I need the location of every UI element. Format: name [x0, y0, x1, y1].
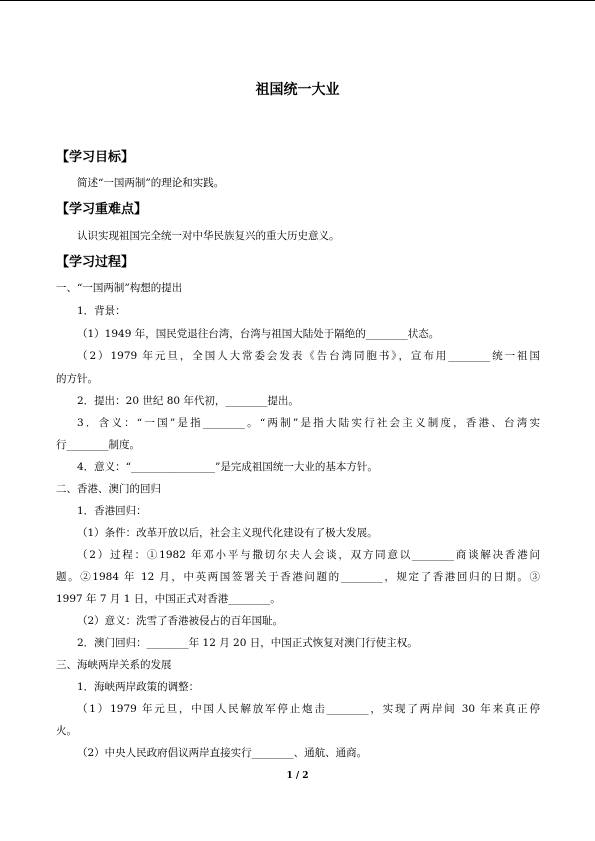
text-line: 题。②1984 年 12 月，中英两国签署关于香港问题的________，规定了香港回归的日期。③ — [56, 571, 540, 583]
text-line: （1）1979 年元旦，中国人民解放军停止炮击________，实现了两岸间 30 年来真正停 — [77, 703, 540, 715]
section-heading: 一、“一国两制”构想的提出 — [56, 282, 183, 294]
text-line: 2．澳门回归：________年 12 月 20 日，中国正式恢复对澳门行使主权。 — [77, 637, 418, 649]
page-number: 1 / 2 — [286, 771, 309, 781]
section-heading: 三、海峡两岸关系的发展 — [56, 659, 172, 671]
text-line: （2）过程：①1982 年邓小平与撒切尔夫人会谈，双方同意以________商谈解决香港问 — [77, 549, 540, 561]
text-line: （1）条件：改革开放以后，社会主义现代化建设有了极大发展。 — [77, 527, 378, 539]
goal-text: 简述“一国两制”的理论和实践。 — [77, 177, 225, 189]
text-line: （2）意义：洗雪了香港被侵占的百年国耻。 — [77, 615, 284, 627]
text-line: （2）中央人民政府倡议两岸直接实行________、通航、通商。 — [77, 747, 368, 759]
text-line: （2）1979 年元旦，全国人大常委会发表《告台湾同胞书》，宣布用________统一祖国 — [77, 350, 540, 362]
text-line: 火。 — [56, 725, 77, 737]
section-heading: 二、香港、澳门的回归 — [56, 483, 161, 495]
text-line: （1）1949 年，国民党退往台湾，台湾与祖国大陆处于隔绝的________状态。 — [77, 328, 440, 340]
text-line: 3．含义：“一国”是指________。“两制”是指大陆实行社会主义制度，香港、台湾实 — [77, 417, 540, 429]
key-text: 认识实现祖国完全统一对中华民族复兴的重大历史意义。 — [77, 230, 340, 242]
text-line: 1．香港回归： — [77, 505, 147, 517]
text-line: 的方针。 — [56, 373, 98, 385]
text-line: 1997 年 7 月 1 日，中国正式对香港________。 — [56, 593, 281, 605]
text-line: 行________制度。 — [56, 439, 140, 451]
heading-learning-goals: 【学习目标】 — [56, 150, 135, 165]
text-line: 4．意义：“________________”是完成祖国统一大业的基本方针。 — [77, 461, 378, 473]
heading-key-points: 【学习重难点】 — [56, 202, 148, 217]
document-title: 祖国统一大业 — [255, 82, 340, 98]
text-line: 2．提出：20 世纪 80 年代初，________提出。 — [77, 395, 299, 407]
heading-learning-process: 【学习过程】 — [56, 255, 135, 270]
text-line: 1．背景： — [77, 305, 126, 317]
text-line: 1．海峡两岸政策的调整： — [77, 681, 200, 693]
